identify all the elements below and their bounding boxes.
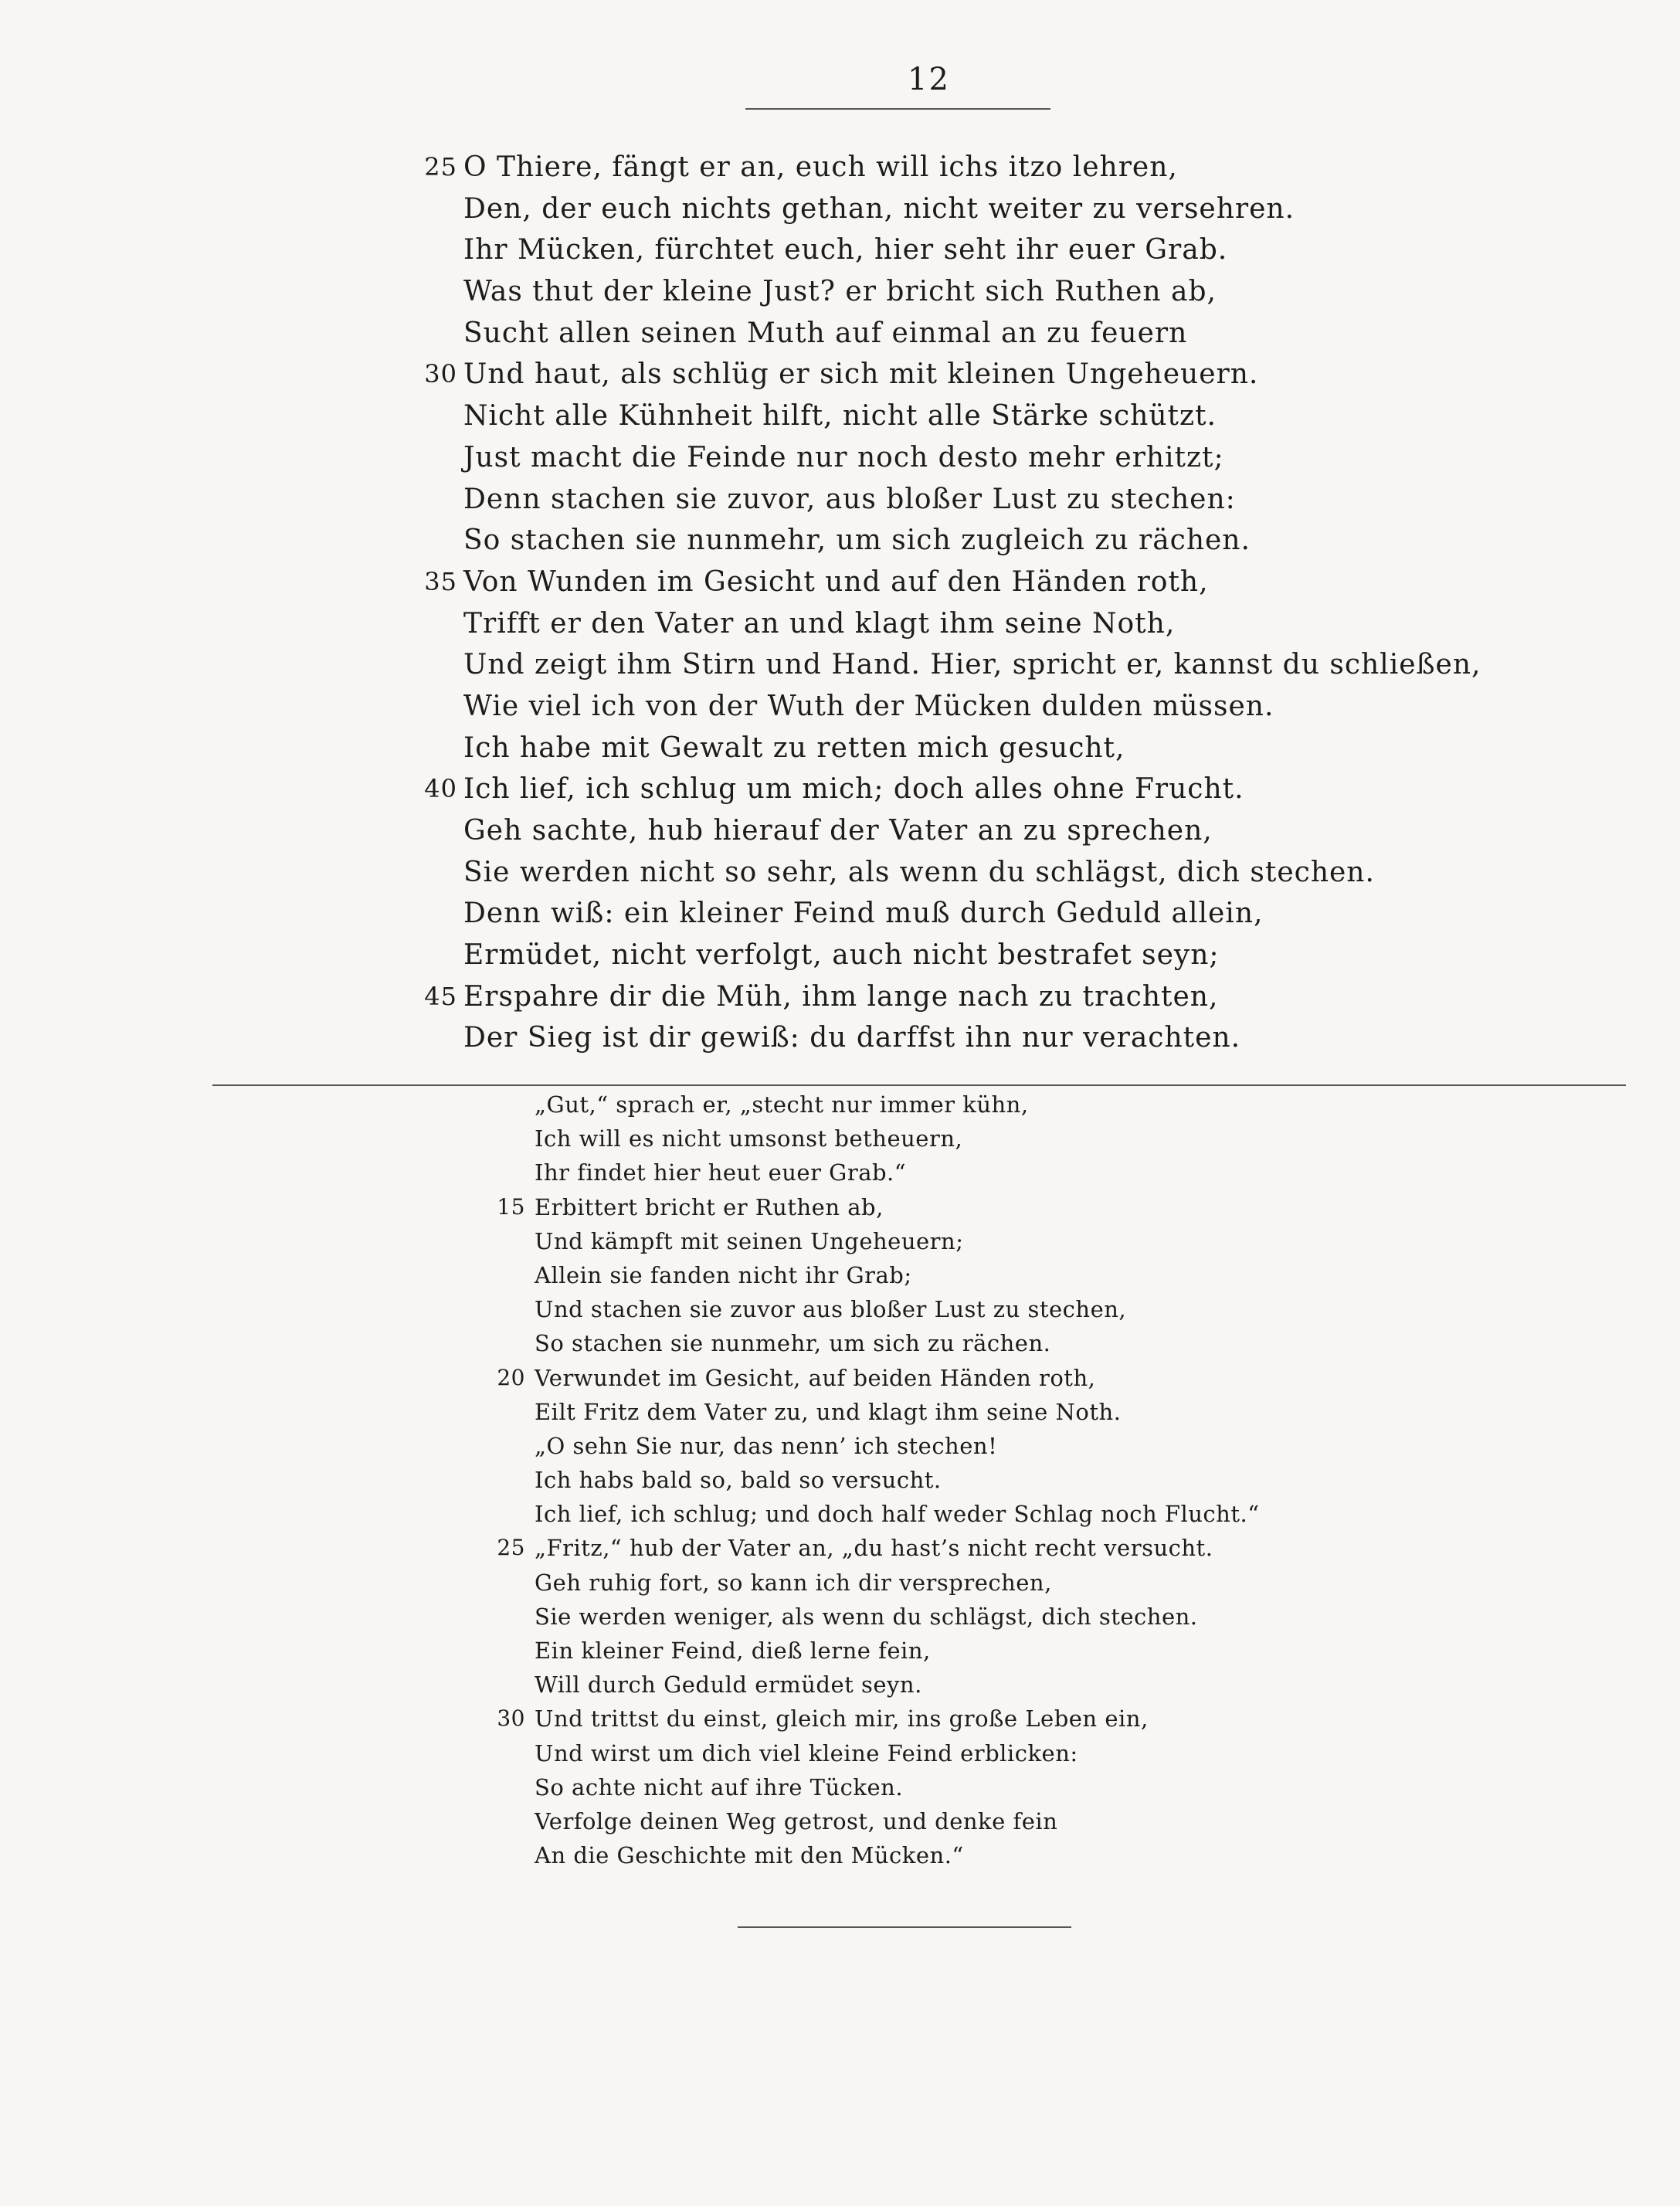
verse-line xyxy=(463,479,1481,521)
verse-line xyxy=(535,1668,1260,1702)
line-number: 20 xyxy=(497,1364,525,1390)
line-number: 35 xyxy=(424,566,457,596)
line-number: 45 xyxy=(424,981,457,1011)
verse-text: Denn wiß: ein kleiner Feind muß durch Geduld allein, xyxy=(463,898,1264,930)
verse-text: So stachen sie nunmehr, um sich zugleich zu rächen. xyxy=(463,524,1251,557)
verse-text: „Gut,“ sprach er, „stecht nur immer kühn, xyxy=(535,1091,1029,1118)
verse-line xyxy=(535,1566,1260,1600)
verse-text: Und stachen sie zuvor aus bloßer Lust zu stechen, xyxy=(535,1296,1127,1323)
verse-line xyxy=(463,271,1481,313)
poem-version-a xyxy=(424,147,1481,1059)
verse-text: Geh sachte, hub hierauf der Vater an zu sprechen, xyxy=(463,815,1213,847)
verse-line xyxy=(463,603,1481,645)
verse-line xyxy=(535,1292,1260,1326)
verse-line xyxy=(463,728,1481,769)
verse-text: Geh ruhig fort, so kann ich dir versprechen, xyxy=(535,1569,1052,1596)
verse-line xyxy=(463,188,1481,230)
verse-text: Ich lief, ich schlug; und doch half weder Schlag noch Flucht.“ xyxy=(535,1501,1260,1528)
verse-text: Ihr Mücken, fürchtet euch, hier seht ihr euer Grab. xyxy=(463,234,1228,266)
verse-line xyxy=(463,686,1481,728)
verse-line xyxy=(463,395,1481,437)
verse-text: Wie viel ich von der Wuth der Mücken dulden müssen. xyxy=(463,690,1274,722)
verse-text: Verwundet im Gesicht, auf beiden Händen roth, xyxy=(535,1364,1096,1391)
verse-line xyxy=(535,1804,1260,1838)
line-number: 30 xyxy=(424,359,457,389)
verse-line xyxy=(463,437,1481,479)
verse-text: Und trittst du einst, gleich mir, ins große Leben ein, xyxy=(535,1705,1149,1733)
verse-text: Ermüdet, nicht verfolgt, auch nicht bestrafet seyn; xyxy=(463,939,1220,972)
verse-line xyxy=(535,1122,1260,1156)
verse-text: Ein kleiner Feind, dieß lerne fein, xyxy=(535,1638,931,1664)
verse-text: Ich will es nicht umsonst betheuern, xyxy=(535,1125,963,1152)
verse-text: Ich habs bald so, bald so versucht. xyxy=(535,1467,942,1494)
verse-text: Und haut, als schlüg er sich mit kleinen Ungeheuern. xyxy=(463,358,1259,391)
verse-text: Und kämpft mit seinen Ungeheuern; xyxy=(535,1227,964,1254)
verse-line xyxy=(535,1600,1260,1634)
verse-text: Denn stachen sie zuvor, aus bloßer Lust zu stechen: xyxy=(463,483,1236,515)
verse-line xyxy=(424,354,1481,395)
end-rule xyxy=(738,1926,1071,1928)
verse-text: Ihr findet hier heut euer Grab.“ xyxy=(535,1159,907,1186)
verse-line xyxy=(463,935,1481,976)
verse-line xyxy=(463,520,1481,562)
verse-text: Ich lief, ich schlug um mich; doch alles ohne Frucht. xyxy=(463,773,1244,806)
section-divider xyxy=(212,1084,1626,1086)
verse-text: „Fritz,“ hub der Vater an, „du hast’s nicht recht versucht. xyxy=(535,1535,1213,1562)
verse-text: An die Geschichte mit den Mücken.“ xyxy=(535,1842,964,1869)
verse-text: Und wirst um dich viel kleine Feind erblicken: xyxy=(535,1739,1078,1766)
verse-text: So stachen sie nunmehr, um sich zu rächen. xyxy=(535,1330,1051,1357)
verse-line xyxy=(463,810,1481,852)
verse-text: Den, der euch nichts gethan, nicht weiter zu versehren. xyxy=(463,192,1295,225)
verse-line xyxy=(497,1361,1260,1395)
verse-line xyxy=(535,1770,1260,1804)
verse-line xyxy=(463,313,1481,355)
verse-line xyxy=(535,1326,1260,1360)
header-rule xyxy=(745,108,1050,110)
verse-line xyxy=(424,147,1481,188)
verse-line xyxy=(424,976,1481,1018)
verse-line xyxy=(424,769,1481,810)
verse-line xyxy=(535,1224,1260,1258)
verse-line xyxy=(424,562,1481,603)
verse-line xyxy=(535,1838,1260,1872)
line-number: 25 xyxy=(424,152,457,182)
verse-line xyxy=(535,1463,1260,1497)
verse-text: Was thut der kleine Just? er bricht sich Ruthen ab, xyxy=(463,276,1217,308)
page-number: 12 xyxy=(908,62,950,97)
verse-text: Verfolge deinen Weg getrost, und denke fein xyxy=(535,1807,1058,1834)
verse-line xyxy=(497,1190,1260,1224)
line-number: 25 xyxy=(497,1535,525,1561)
verse-text: Will durch Geduld ermüdet seyn. xyxy=(535,1671,922,1699)
verse-line xyxy=(463,1017,1481,1059)
verse-line xyxy=(535,1156,1260,1190)
verse-line xyxy=(497,1531,1260,1565)
verse-text: Erspahre dir die Müh, ihm lange nach zu trachten, xyxy=(463,980,1219,1013)
verse-text: Eilt Fritz dem Vater zu, und klagt ihm seine Noth. xyxy=(535,1398,1122,1425)
verse-line xyxy=(535,1497,1260,1531)
verse-text: Ich habe mit Gewalt zu retten mich gesucht, xyxy=(463,731,1125,764)
verse-text: Und zeigt ihm Stirn und Hand. Hier, spricht er, kannst du schließen, xyxy=(463,649,1481,681)
verse-line xyxy=(463,644,1481,686)
verse-text: Sucht allen seinen Muth auf einmal an zu feuern xyxy=(463,317,1188,349)
line-number: 40 xyxy=(424,774,457,804)
verse-text: O Thiere, fängt er an, euch will ichs itzo lehren, xyxy=(463,151,1178,183)
verse-line xyxy=(535,1395,1260,1429)
verse-text: Trifft er den Vater an und klagt ihm seine Noth, xyxy=(463,607,1176,640)
verse-text: Der Sieg ist dir gewiß: du darffst ihn nur verachten. xyxy=(463,1022,1241,1054)
verse-line xyxy=(463,229,1481,271)
verse-text: Sie werden nicht so sehr, als wenn du schlägst, dich stechen. xyxy=(463,856,1375,888)
verse-text: Von Wunden im Gesicht und auf den Händen roth, xyxy=(463,565,1209,598)
verse-text: Allein sie fanden nicht ihr Grab; xyxy=(535,1261,912,1288)
verse-text: So achte nicht auf ihre Tücken. xyxy=(535,1773,904,1800)
verse-line xyxy=(535,1634,1260,1668)
verse-line xyxy=(463,852,1481,894)
line-number: 15 xyxy=(497,1193,525,1220)
poem-version-b xyxy=(497,1088,1260,1872)
verse-text: Nicht alle Kühnheit hilft, nicht alle Stärke schützt. xyxy=(463,400,1217,433)
verse-text: Just macht die Feinde nur noch desto mehr erhitzt; xyxy=(463,441,1224,473)
verse-line xyxy=(497,1702,1260,1736)
verse-text: Sie werden weniger, als wenn du schlägst, dich stechen. xyxy=(535,1603,1198,1630)
verse-text: „O sehn Sie nur, das nenn’ ich stechen! xyxy=(535,1432,998,1459)
verse-line xyxy=(535,1088,1260,1122)
verse-text: Erbittert bricht er Ruthen ab, xyxy=(535,1193,884,1220)
line-number: 30 xyxy=(497,1705,525,1732)
verse-line xyxy=(463,893,1481,935)
verse-line xyxy=(535,1258,1260,1292)
verse-line xyxy=(535,1429,1260,1463)
verse-line xyxy=(535,1736,1260,1770)
